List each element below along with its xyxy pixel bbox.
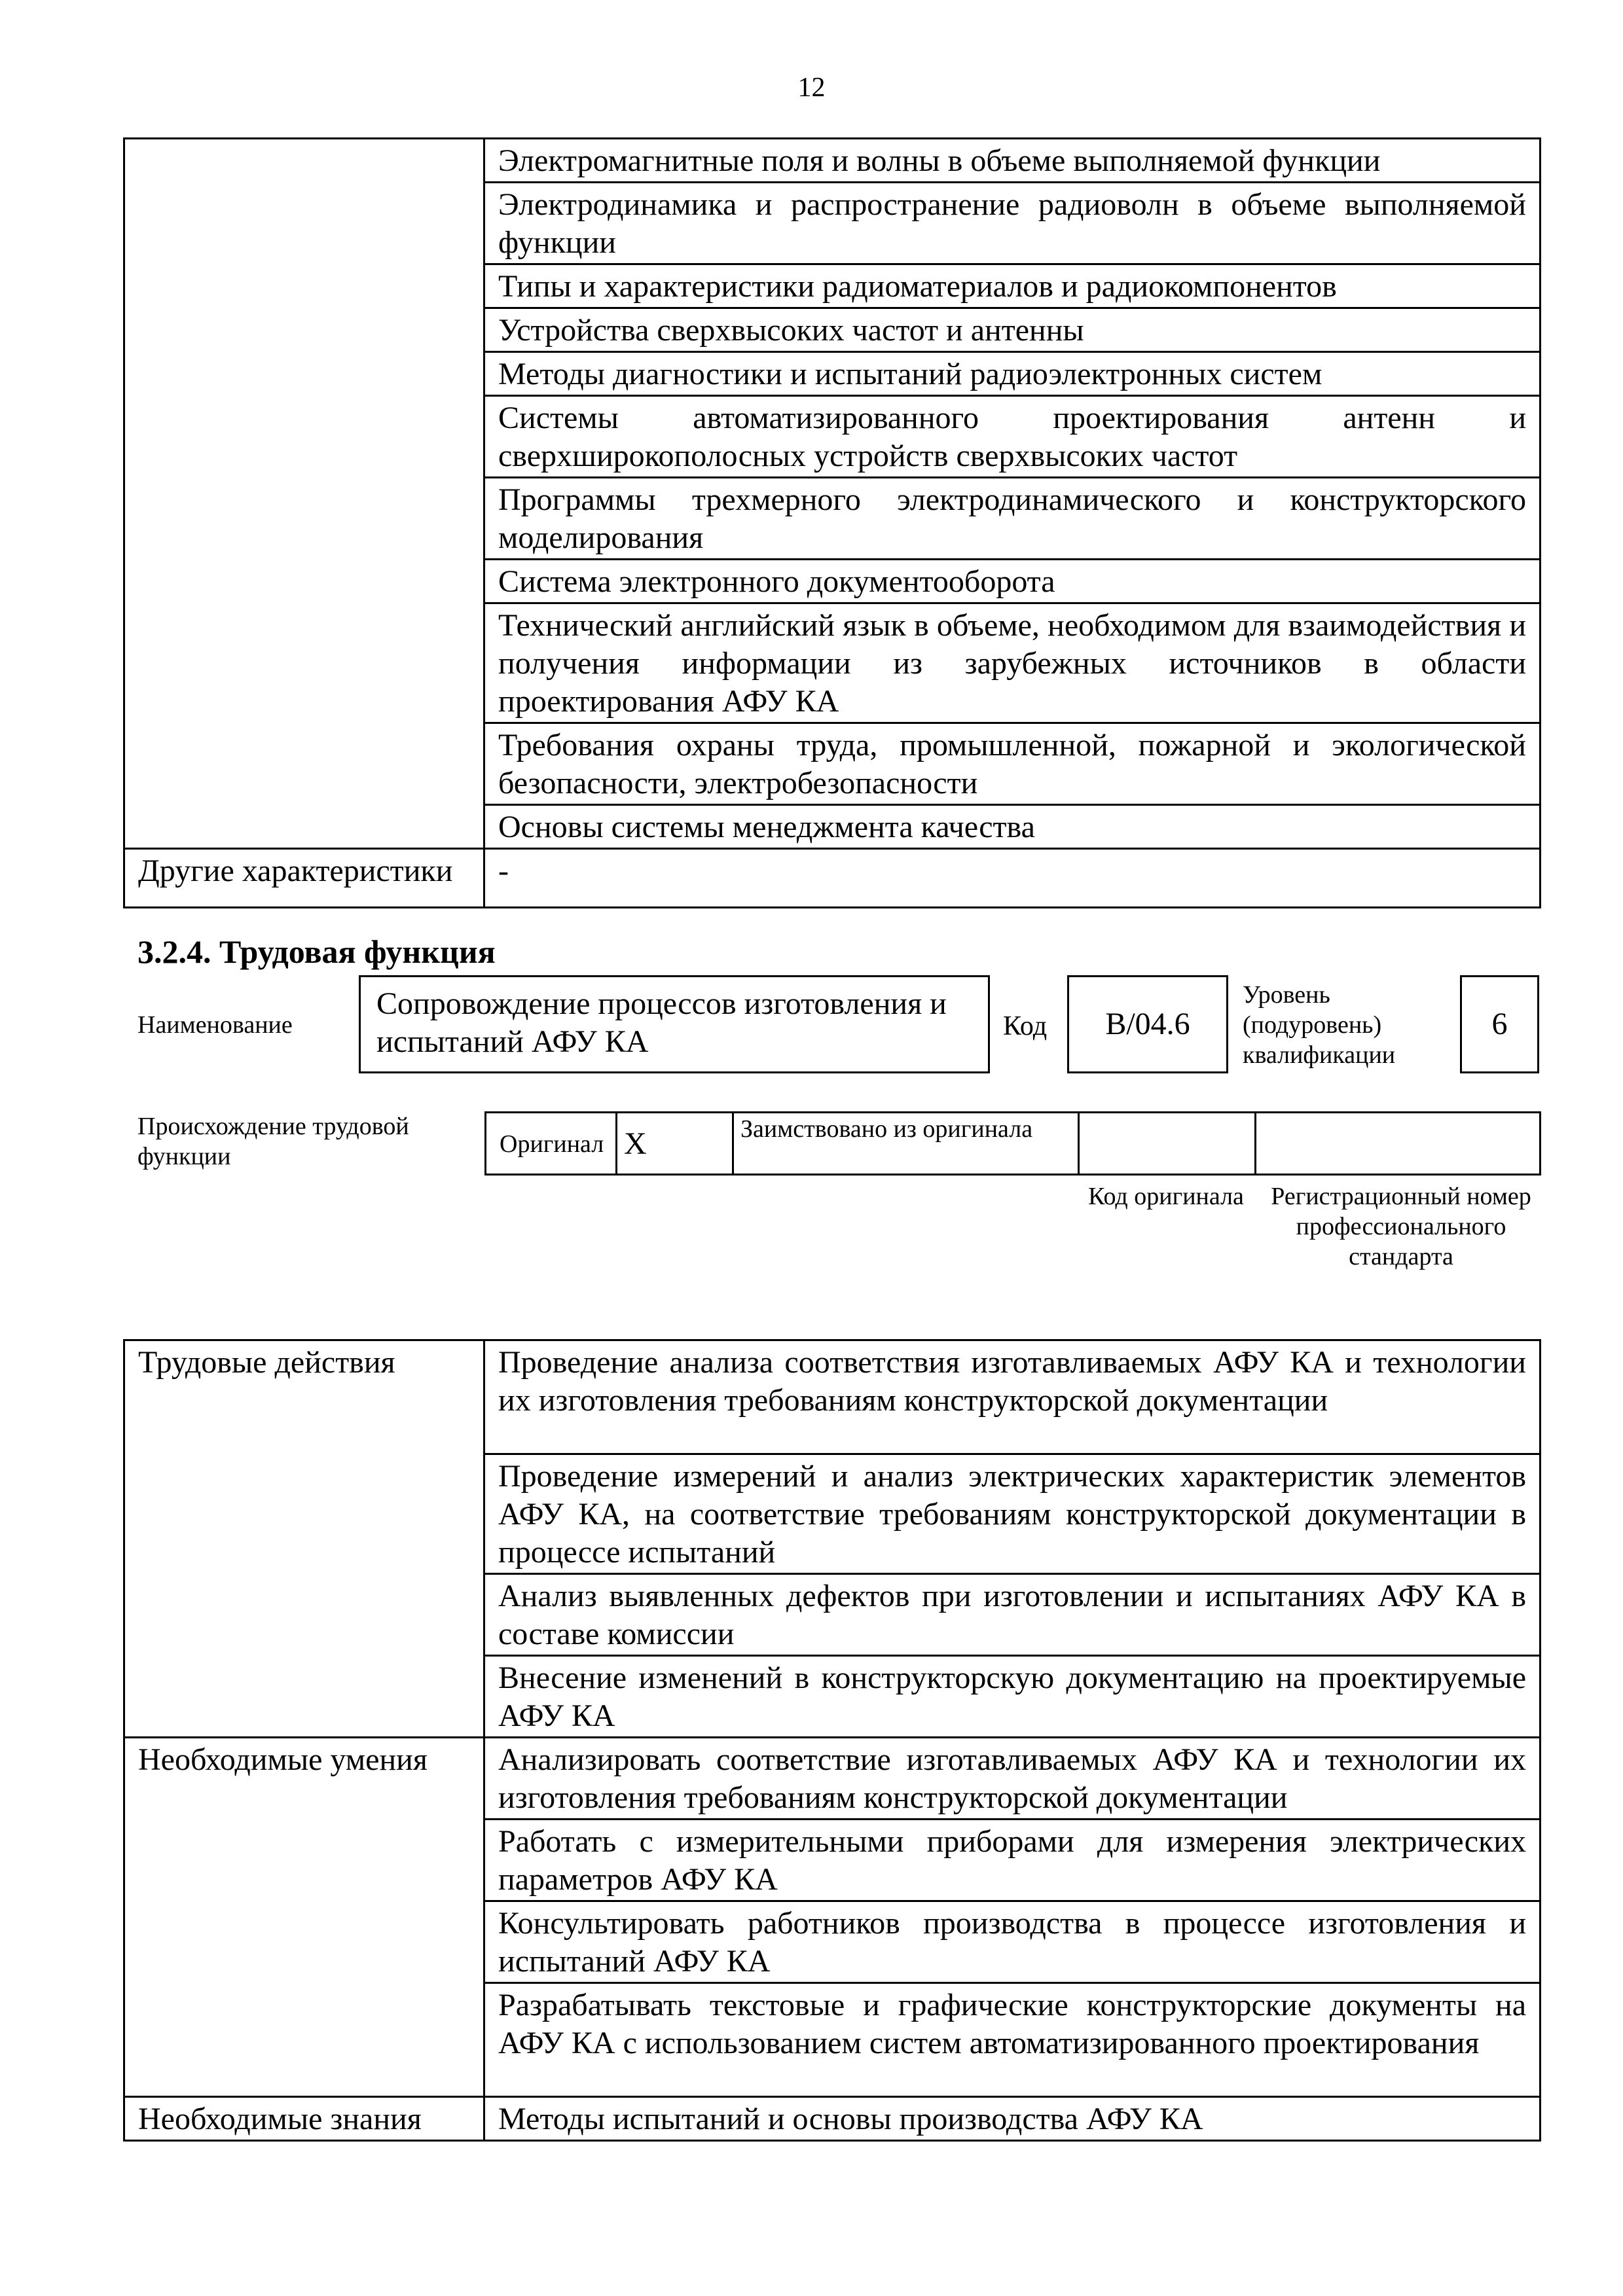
skill-item: Анализировать соответствие изготавливаемых АФУ КА и технологии их изготовления требованиям конструкторской документации <box>484 1738 1541 1820</box>
name-label: Наименование <box>137 1011 293 1039</box>
knowledge-table-continued <box>123 137 1541 908</box>
skill-item: Консультировать работников производства в процессе изготовления и испытаний АФУ КА <box>484 1901 1541 1983</box>
labor-function-table <box>123 1339 1541 2142</box>
knowledge-item: Электродинамика и распространение радиоволн в объеме выполняемой функции <box>484 183 1541 264</box>
knowledge-label-cell <box>124 139 484 849</box>
code-value-box <box>1067 975 1228 1073</box>
original-label: Оригинал <box>486 1113 617 1175</box>
knowledge-item: Технический английский язык в объеме, необходимом для взаимодействия и получения информации из зарубежных источников в области проектирования АФУ КА <box>484 603 1541 723</box>
borrowed-label: Заимствовано из оригинала <box>733 1113 1079 1175</box>
page-number: 12 <box>797 73 826 103</box>
labor-action-item: Внесение изменений в конструкторскую документацию на проектируемые АФУ КА <box>484 1656 1541 1738</box>
knowledge-item: Программы трехмерного электродинамического и конструкторского моделирования <box>484 478 1541 560</box>
other-characteristics-label: Другие характеристики <box>124 849 484 908</box>
code-value: B/04.6 <box>1105 1007 1190 1041</box>
original-code-cell <box>1079 1113 1256 1175</box>
section-title: 3.2.4. Трудовая функция <box>137 933 496 970</box>
original-mark: X <box>617 1113 733 1175</box>
knowledge-item: Основы системы менеджмента качества <box>484 805 1541 849</box>
labor-action-item: Проведение анализа соответствия изготавливаемых АФУ КА и технологии их изготовления требованиям конструкторской документации <box>484 1340 1541 1454</box>
knowledge-item: Система электронного документооборота <box>484 560 1541 603</box>
skill-item: Работать с измерительными приборами для измерения электрических параметров АФУ КА <box>484 1820 1541 1901</box>
registration-number-cell <box>1256 1113 1541 1175</box>
knowledge-item: Методы испытаний и основы производства АФУ КА <box>484 2097 1541 2141</box>
knowledge-item: Требования охраны труда, промышленной, пожарной и экологической безопасности, электробезопасности <box>484 723 1541 805</box>
registration-number-caption: Регистрационный номер профессионального стандарта <box>1271 1183 1531 1270</box>
knowledge-item: Типы и характеристики радиоматериалов и радиокомпонентов <box>484 264 1541 308</box>
labor-action-item: Проведение измерений и анализ электрических характеристик элементов АФУ КА, на соответствие требованиям конструкторской документации в процессе испытаний <box>484 1454 1541 1574</box>
other-characteristics-value: - <box>484 849 1541 908</box>
name-value: Сопровождение процессов изготовления и испытаний АФУ КА <box>376 986 947 1059</box>
original-code-caption: Код оригинала <box>1088 1183 1244 1210</box>
level-value: 6 <box>1491 1007 1508 1041</box>
knowledge-item: Системы автоматизированного проектирования антенн и сверхширокополосных устройств сверхвысоких частот <box>484 396 1541 478</box>
required-knowledge-label: Необходимые знания <box>124 2097 484 2141</box>
level-value-box <box>1460 975 1539 1073</box>
skill-item: Разрабатывать текстовые и графические конструкторские документы на АФУ КА с использованием систем автоматизированного проектирования <box>484 1983 1541 2097</box>
required-skills-label: Необходимые умения <box>124 1738 484 2097</box>
knowledge-item: Методы диагностики и испытаний радиоэлектронных систем <box>484 352 1541 396</box>
labor-actions-label: Трудовые действия <box>124 1340 484 1738</box>
level-label: Уровень (подуровень) квалификации <box>1243 981 1396 1069</box>
origin-table <box>484 1111 1541 1175</box>
knowledge-item: Устройства сверхвысоких частот и антенны <box>484 308 1541 352</box>
origin-label: Происхождение трудовой функции <box>137 1113 409 1170</box>
labor-action-item: Анализ выявленных дефектов при изготовлении и испытаниях АФУ КА в составе комиссии <box>484 1574 1541 1656</box>
code-label: Код <box>1003 1011 1048 1041</box>
name-value-box <box>359 975 990 1073</box>
knowledge-item: Электромагнитные поля и волны в объеме выполняемой функции <box>484 139 1541 183</box>
